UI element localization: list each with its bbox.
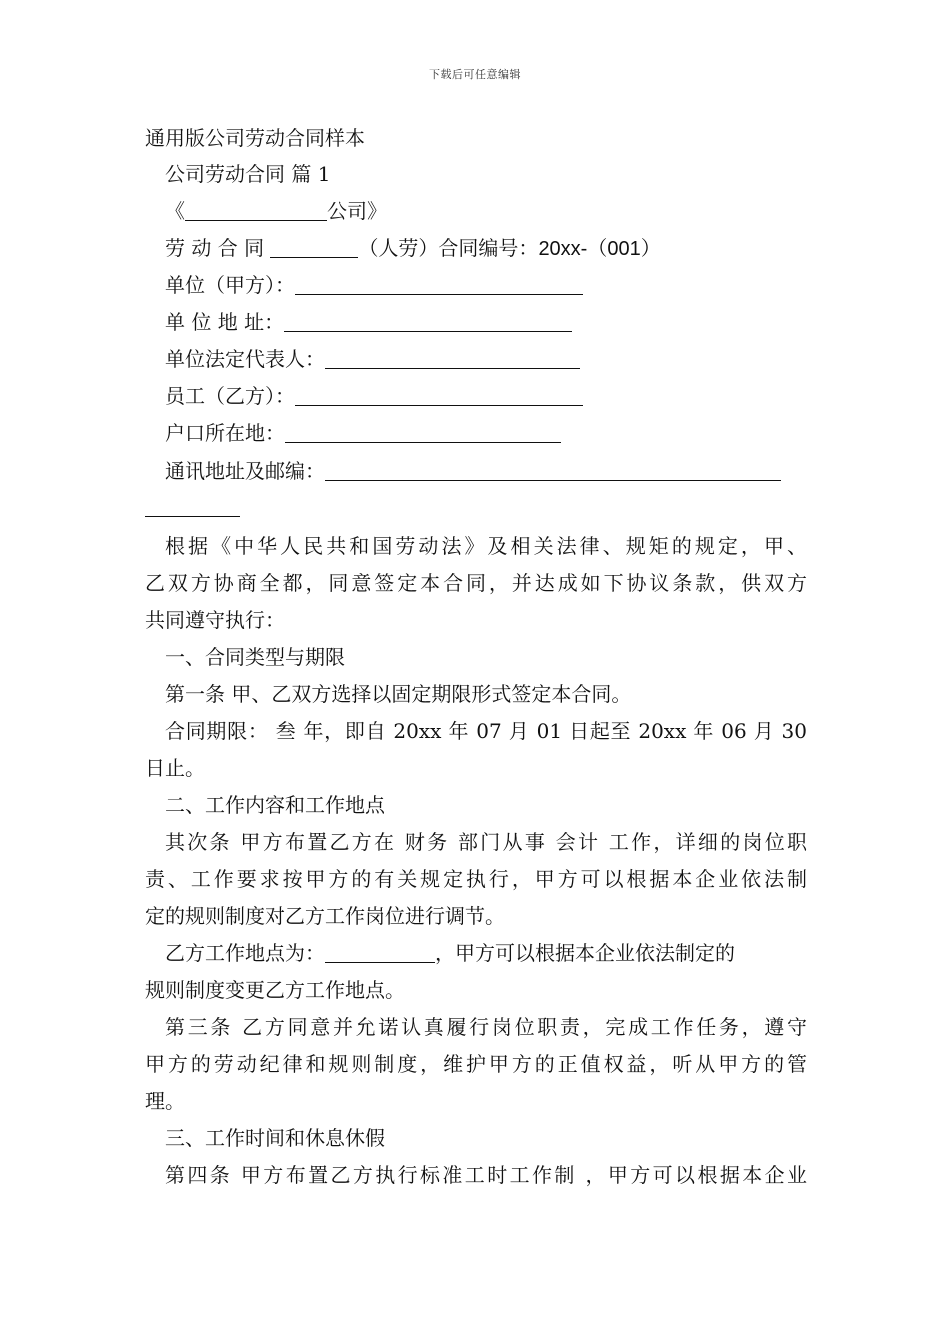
page-header: 下载后可任意编辑	[429, 68, 521, 81]
work-place-suffix: ，甲方可以根据本企业依法制定的	[435, 941, 735, 965]
residence-label: 户口所在地：	[165, 421, 285, 445]
legal-rep-field	[165, 347, 580, 371]
section-2-heading: 二、工作内容和工作地点	[165, 793, 385, 817]
intro-line-2: 乙双方协商全都，同意签定本合同，并达成如下协议条款，供双方	[145, 571, 807, 595]
contract-number: 20xx-（001）	[538, 238, 661, 260]
article-2-line-1: 其次条 甲方布置乙方在 财务 部门从事 会计 工作，详细的岗位职	[165, 830, 807, 854]
mail-field	[165, 459, 781, 483]
article-2-line-3: 定的规则制度对乙方工作岗位进行调节。	[145, 904, 505, 928]
section-1-heading: 一、合同类型与期限	[165, 645, 345, 669]
address-blank	[284, 311, 572, 332]
employer-blank	[295, 274, 583, 295]
legal-rep-label: 单位法定代表人：	[165, 347, 325, 371]
contract-blank	[270, 237, 358, 258]
employee-label: 员工（乙方）：	[165, 384, 295, 408]
employer-field	[165, 273, 583, 297]
mail-blank-continued	[145, 495, 240, 519]
company-blank	[185, 200, 327, 221]
employee-blank	[295, 385, 583, 406]
article-2-line-2: 责、工作要求按甲方的有关规定执行，甲方可以根据本企业依法制	[145, 867, 807, 891]
company-open: 《	[165, 199, 185, 223]
article-3-line-2: 甲方的劳动纪律和规则制度，维护甲方的正值权益，听从甲方的管	[145, 1052, 807, 1076]
address-field	[165, 310, 572, 334]
article-3-line-1: 第三条 乙方同意并允诺认真履行岗位职责，完成工作任务，遵守	[165, 1015, 807, 1039]
mail-blank	[325, 460, 781, 481]
work-place-line-2: 规则制度变更乙方工作地点。	[145, 978, 405, 1002]
work-place-prefix: 乙方工作地点为：	[165, 941, 325, 965]
work-place-line-1	[165, 941, 735, 965]
intro-line-1: 根据《中华人民共和国劳动法》及相关法律、规矩的规定，甲、	[165, 534, 807, 558]
contract-number-line	[165, 236, 661, 261]
mail-label: 通讯地址及邮编：	[165, 459, 325, 483]
company-suffix: 公司》	[327, 199, 387, 223]
residence-blank	[285, 422, 561, 443]
term-line-2: 日止。	[145, 756, 205, 780]
term-line-1	[165, 719, 807, 743]
article-4-line-1: 第四条 甲方布置乙方执行标准工时工作制 ，甲方可以根据本企业	[165, 1163, 807, 1187]
document-subtitle: 公司劳动合同 篇 1	[165, 162, 331, 186]
section-3-heading: 三、工作时间和休息休假	[165, 1126, 385, 1150]
work-place-blank	[325, 942, 435, 963]
term-text: 合同期限： 叁 年，即自 20xx 年 07 月 01 日起至 20xx 年 06 月 30	[165, 719, 807, 743]
legal-rep-blank	[325, 348, 580, 369]
mail-blank-2	[145, 496, 240, 517]
employer-label: 单位（甲方）：	[165, 273, 295, 297]
employee-field	[165, 384, 583, 408]
residence-field	[165, 421, 561, 445]
contract-label: 劳 动 合 同	[165, 236, 265, 260]
article-1: 第一条 甲、乙双方选择以固定期限形式签定本合同。	[165, 682, 632, 706]
contract-mid: （人劳）合同编号：	[358, 236, 539, 260]
document-title: 通用版公司劳动合同样本	[145, 126, 365, 150]
intro-line-3: 共同遵守执行：	[145, 608, 285, 632]
address-label: 单 位 地 址：	[165, 310, 285, 334]
article-3-line-3: 理。	[145, 1089, 185, 1113]
company-line	[165, 199, 387, 223]
